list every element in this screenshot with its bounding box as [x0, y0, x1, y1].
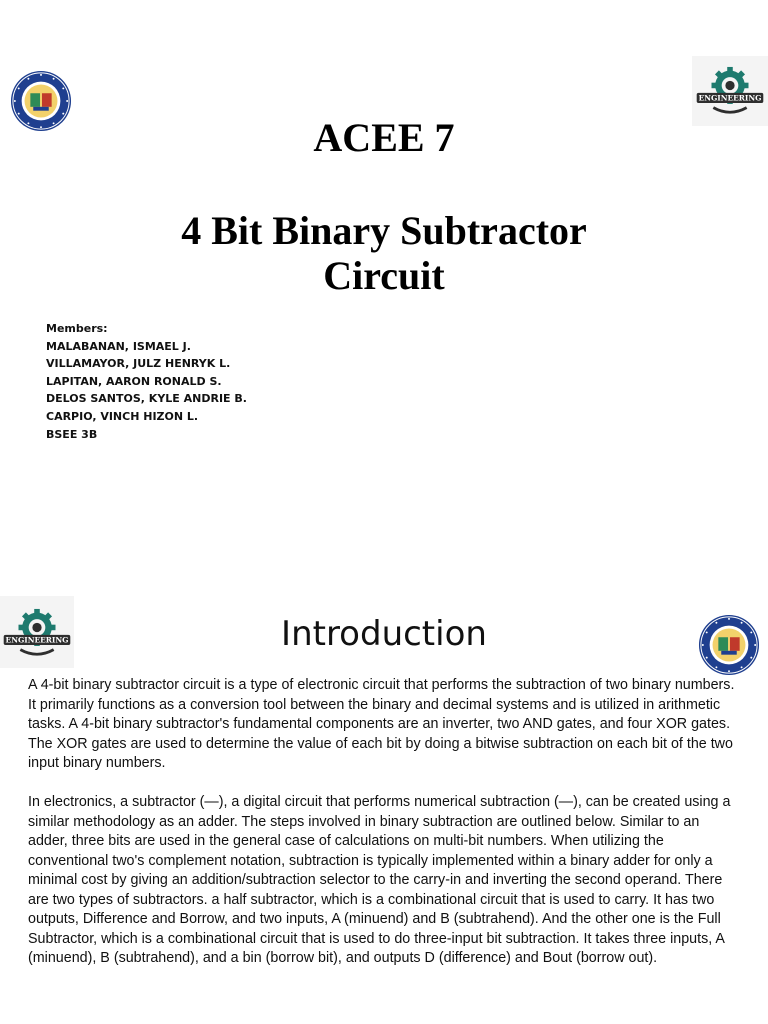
member-name: DELOS SANTOS, KYLE ANDRIE B.	[46, 392, 247, 406]
members-heading: Members:	[46, 322, 108, 335]
title-line-2: Circuit	[323, 253, 445, 298]
members-list	[46, 320, 247, 443]
slide-title	[0, 208, 768, 298]
svg-text:ENGINEERING: ENGINEERING	[698, 93, 762, 103]
svg-text:ENGINEERING: ENGINEERING	[5, 635, 69, 645]
member-name: MALABANAN, ISMAEL J.	[46, 339, 191, 353]
introduction-body	[28, 676, 740, 988]
member-name: LAPITAN, AARON RONALD S.	[46, 374, 222, 388]
introduction-heading: Introduction	[281, 614, 487, 654]
member-name: VILLAMAYOR, JULZ HENRYK L.	[46, 357, 231, 371]
paragraph: In electronics, a subtractor (—), a digital circuit that performs numerical subtraction (—), can be created using a similar methodology as an adder. The steps involved in binary subtraction are outlined below. Similar to an adder, three bits are used in the general case of calculations on multi-bit numbers. When utilizing the conventional two's complement notation, subtraction is typically implemented within a binary adder for only a minimal cost by giving an addition/subtraction selector to the carry-in and inverting the second operand. There are two types of subtractors. a half subtractor, which is a combinational circuit that is used to carry. It has two outputs, Difference and Borrow, and two inputs, A (minuend) and B (subtrahend). And the other one is the Full Subtractor, which is a combinational circuit that is used to do three-input bit subtraction. It takes three inputs, A (minuend), B (subtrahend), and a bin (borrow bit), and outputs D (difference) and Bout (borrow out).	[28, 794, 731, 966]
engineering-gear-icon	[693, 60, 767, 122]
member-name: CARPIO, VINCH HIZON L.	[46, 409, 199, 423]
paragraph: A 4-bit binary subtractor circuit is a type of electronic circuit that performs the subtraction of two binary numbers. It primarily functions as a conversion tool between the binary and decimal systems and is utilized in arithmetic tasks. A 4-bit binary subtractor's fundamental components are an inverter, two AND gates, and four XOR gates. The XOR gates are used to determine the value of each bit by doing a bitwise subtraction on each bit of the two input binary numbers.	[28, 677, 735, 771]
title-line-1: 4 Bit Binary Subtractor	[181, 208, 587, 253]
class-section: BSEE 3B	[46, 427, 98, 441]
course-code: ACEE 7	[313, 115, 455, 160]
